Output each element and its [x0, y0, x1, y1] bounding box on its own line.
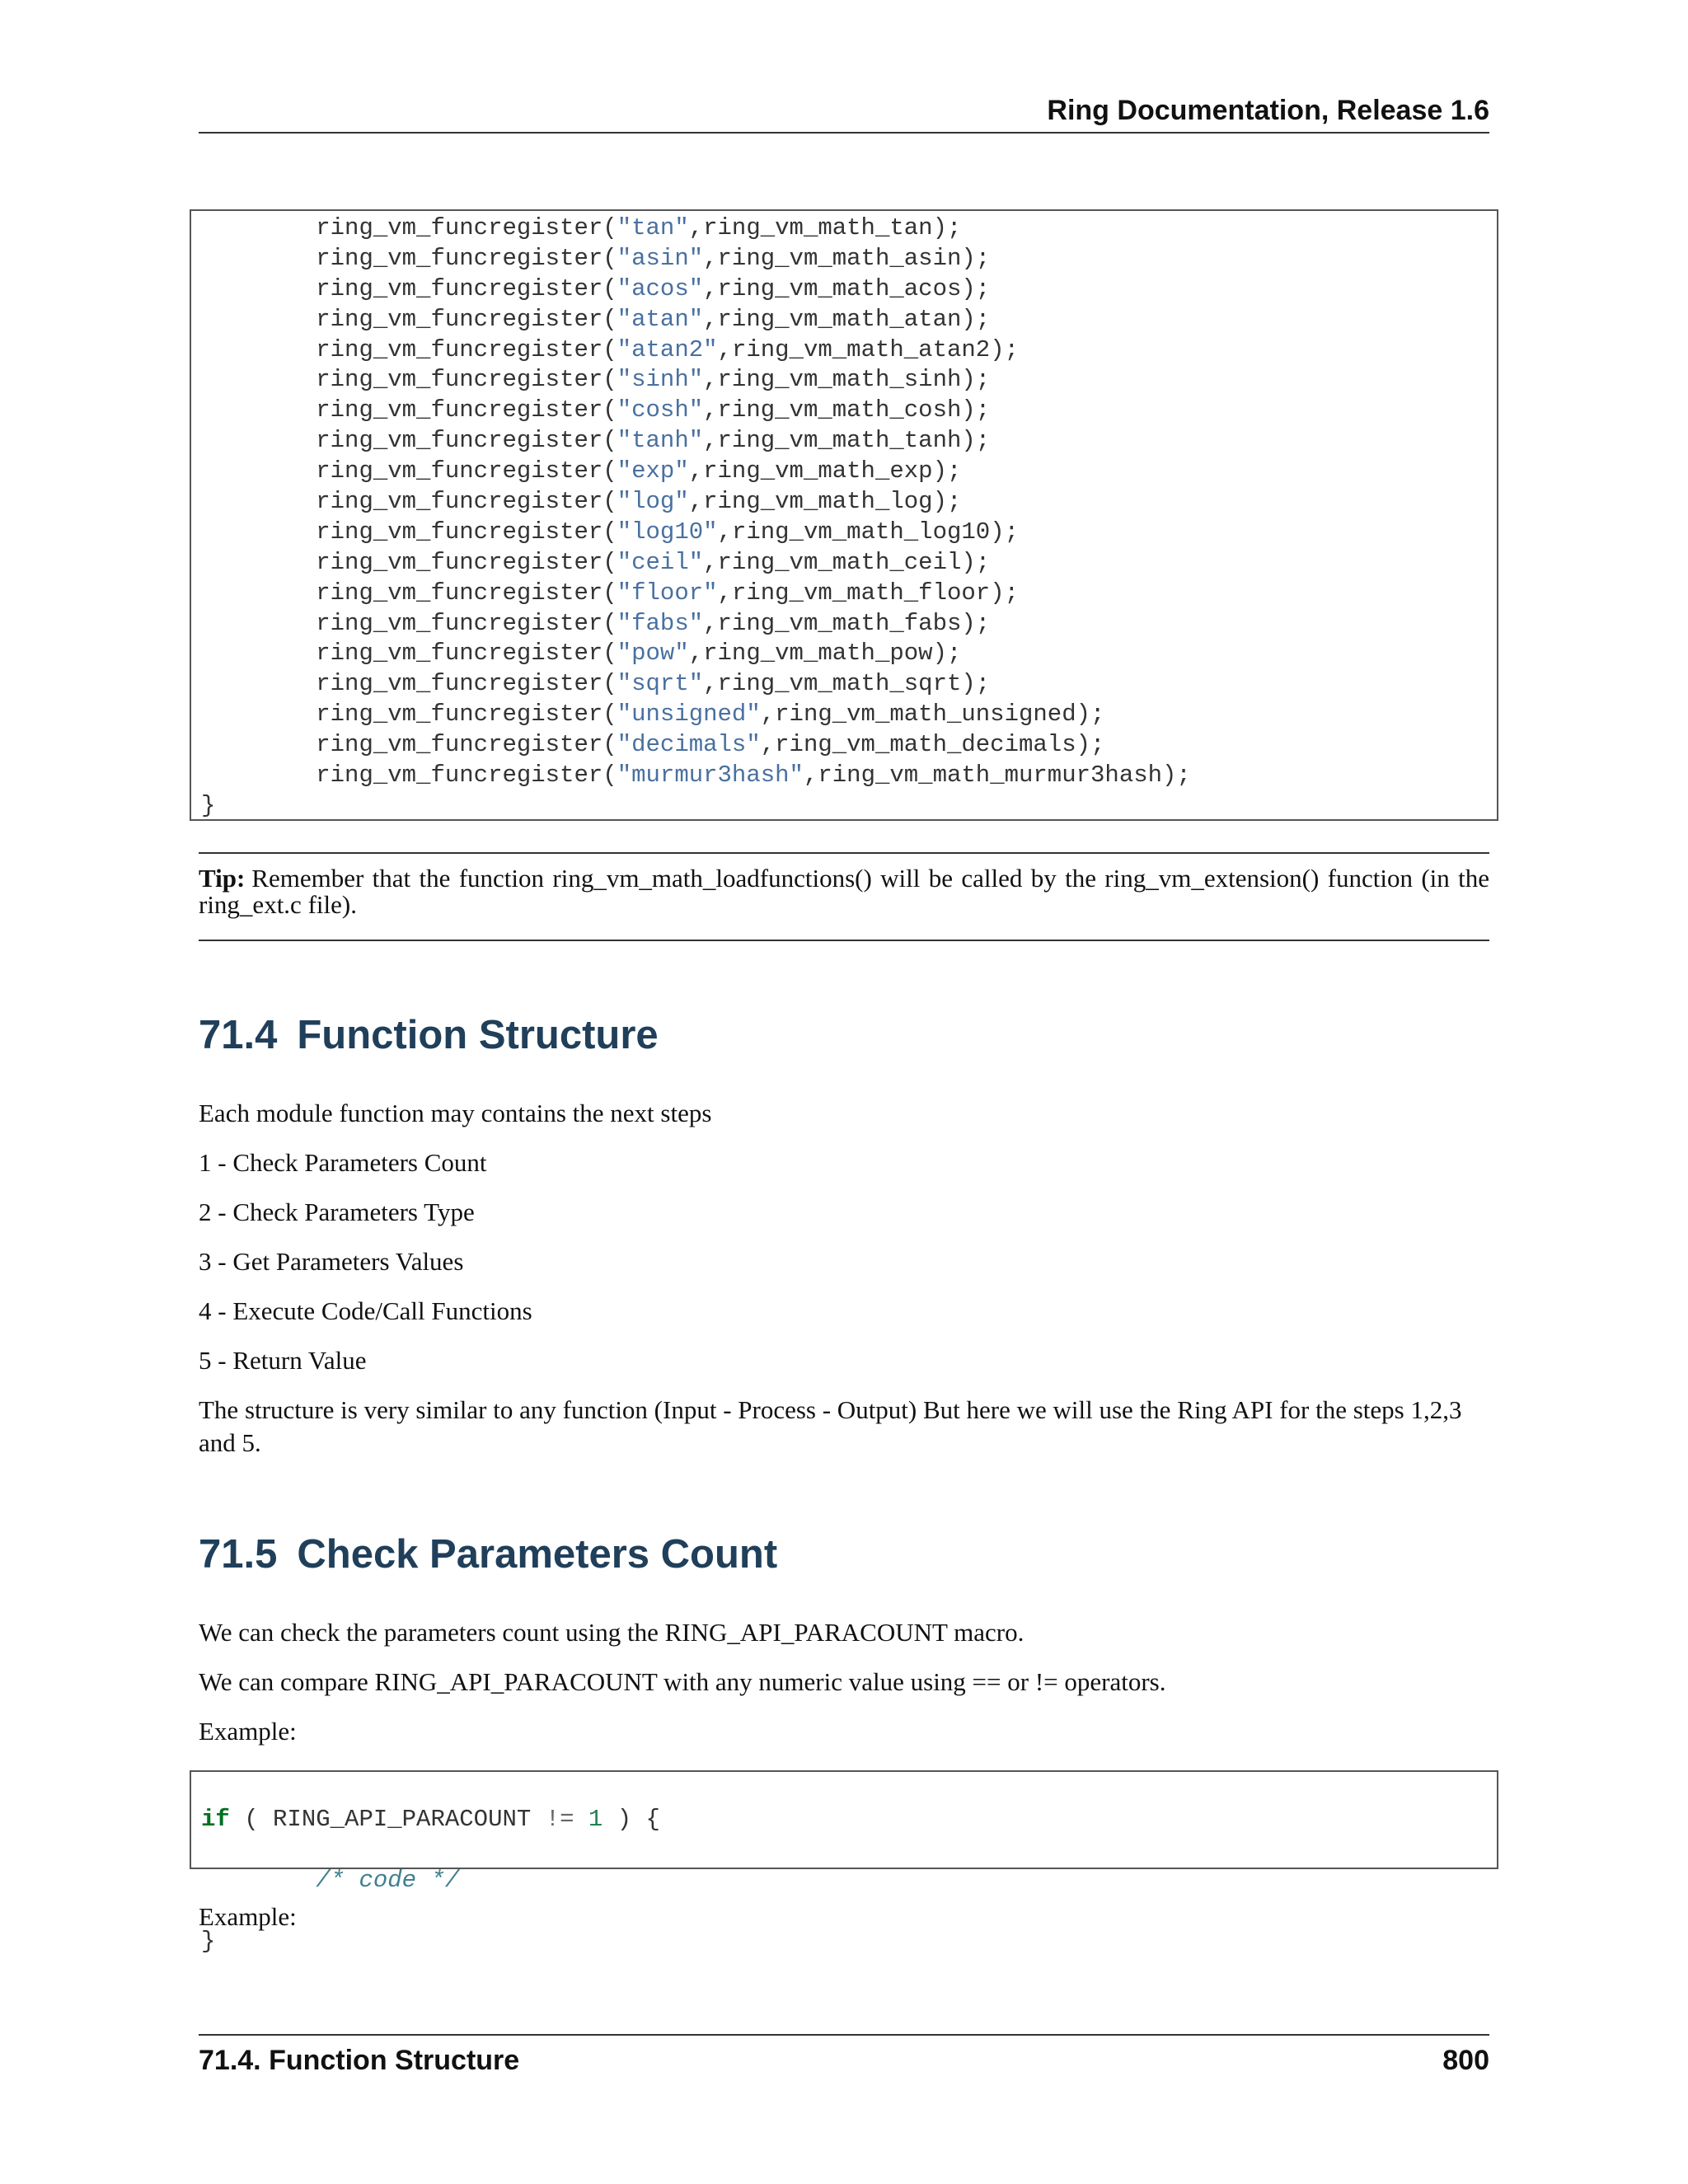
code-punct: ); — [961, 427, 991, 455]
code-indent — [201, 488, 316, 515]
code-line — [201, 730, 1497, 761]
code-line — [201, 213, 1497, 244]
code-indent — [201, 396, 316, 424]
code-punct: , — [703, 427, 718, 455]
code-line — [201, 639, 1497, 669]
code-punct: ); — [1162, 762, 1191, 790]
page-number: 800 — [1442, 2045, 1489, 2076]
code-func-call: ring_vm_funcregister( — [316, 731, 617, 759]
code-line — [201, 518, 1497, 548]
code-line — [201, 305, 1497, 335]
code-func-call: ring_vm_funcregister( — [316, 457, 617, 485]
code-func-name: ring_vm_math_murmur3hash — [818, 762, 1163, 790]
code-func-name: ring_vm_math_log — [703, 488, 933, 516]
section-title: Function Structure — [297, 1013, 659, 1057]
code-line — [201, 1866, 1497, 1896]
code-indent — [201, 579, 316, 607]
code-func-name: ring_vm_math_acos — [717, 274, 962, 302]
code-func-call: ring_vm_funcregister( — [316, 274, 617, 302]
code-punct: , — [688, 488, 704, 516]
code-func-name: ring_vm_math_pow — [703, 640, 933, 668]
code-token: ) { — [603, 1805, 660, 1833]
code-line — [201, 244, 1497, 274]
code-string: "decimals" — [617, 731, 761, 759]
code-func-call: ring_vm_funcregister( — [316, 670, 617, 698]
code-punct: , — [717, 518, 732, 546]
compare-paragraph: We can compare RING_API_PARACOUNT with any numeric value using == or != operators. — [199, 1667, 1166, 1696]
code-func-call: ring_vm_funcregister( — [316, 609, 617, 637]
code-string: "pow" — [617, 640, 689, 668]
code-punct: , — [703, 396, 718, 424]
section-number: 71.4 — [199, 1013, 278, 1057]
code-indent — [201, 306, 316, 333]
code-number: 1 — [588, 1805, 603, 1833]
code-line — [201, 761, 1497, 791]
code-func-name: ring_vm_math_atan2 — [731, 335, 991, 363]
code-func-call: ring_vm_funcregister( — [316, 518, 617, 546]
code-func-name: ring_vm_math_decimals — [775, 731, 1076, 759]
code-indent — [201, 670, 316, 697]
step-item: 2 - Check Parameters Type — [199, 1197, 475, 1226]
code-func-name: ring_vm_math_log10 — [731, 518, 991, 546]
code-func-name: ring_vm_math_ceil — [717, 548, 962, 576]
code-punct: ); — [961, 548, 991, 576]
section-title: Check Parameters Count — [297, 1532, 778, 1577]
code-string: "atan2" — [617, 335, 718, 363]
footer-section: 71.4. Function Structure — [199, 2045, 520, 2076]
code-line — [201, 457, 1497, 487]
code-punct: , — [688, 214, 704, 241]
tip-admonition — [199, 852, 1489, 941]
code-punct: ); — [932, 214, 962, 241]
page-footer — [199, 2034, 1489, 2083]
code-string: "log10" — [617, 518, 718, 546]
code-punct: , — [703, 609, 718, 637]
code-block-funcregister — [190, 209, 1498, 821]
code-punct: , — [803, 762, 818, 790]
code-keyword: if — [201, 1805, 230, 1833]
code-indent — [201, 610, 316, 637]
code-punct: ); — [932, 457, 962, 485]
code-punct: ); — [990, 335, 1020, 363]
code-string: "murmur3hash" — [617, 762, 804, 790]
code-func-name: ring_vm_math_tan — [703, 214, 933, 241]
step-item: 5 - Return Value — [199, 1346, 367, 1375]
code-func-call: ring_vm_funcregister( — [316, 305, 617, 333]
section-heading-71-4 — [199, 1010, 659, 1060]
code-string: "unsigned" — [617, 701, 761, 729]
code-func-call: ring_vm_funcregister( — [316, 214, 617, 241]
code-func-call: ring_vm_funcregister( — [316, 701, 617, 729]
code-func-call: ring_vm_funcregister( — [316, 548, 617, 576]
code-func-name: ring_vm_math_unsigned — [775, 701, 1076, 729]
code-punct: , — [717, 579, 732, 607]
code-punct: , — [703, 670, 718, 698]
code-line — [201, 669, 1497, 700]
page-header — [199, 92, 1489, 134]
code-line — [201, 487, 1497, 518]
code-operator: != — [545, 1805, 574, 1833]
code-string: "cosh" — [617, 396, 704, 424]
code-func-call: ring_vm_funcregister( — [316, 640, 617, 668]
code-string: "exp" — [617, 457, 689, 485]
code-func-name: ring_vm_math_atan — [717, 305, 962, 333]
step-item: 3 - Get Parameters Values — [199, 1247, 464, 1276]
code-func-name: ring_vm_math_sqrt — [717, 670, 962, 698]
code-punct: ); — [961, 244, 991, 272]
code-punct: ); — [961, 670, 991, 698]
code-func-call: ring_vm_funcregister( — [316, 366, 617, 394]
code-indent — [201, 640, 316, 667]
code-punct: , — [703, 305, 718, 333]
code-line — [201, 274, 1497, 305]
code-punct: , — [760, 701, 776, 729]
code-string: "asin" — [617, 244, 704, 272]
code-func-call: ring_vm_funcregister( — [316, 244, 617, 272]
code-line — [201, 335, 1497, 366]
code-func-name: ring_vm_math_fabs — [717, 609, 962, 637]
code-closing-brace: } — [201, 1927, 216, 1955]
code-closing-brace: } — [201, 791, 216, 819]
code-punct: , — [688, 640, 704, 668]
code-punct: , — [703, 274, 718, 302]
code-string: "acos" — [617, 274, 704, 302]
code-punct: ); — [961, 396, 991, 424]
section-number: 71.5 — [199, 1532, 278, 1577]
code-func-call: ring_vm_funcregister( — [316, 335, 617, 363]
code-punct: ); — [1076, 701, 1105, 729]
code-comment: /* code */ — [316, 1866, 460, 1894]
intro-paragraph: Each module function may contains the next steps — [199, 1099, 712, 1127]
code-string: "sqrt" — [617, 670, 704, 698]
code-punct: ); — [961, 366, 991, 394]
code-string: "atan" — [617, 305, 704, 333]
code-indent — [201, 549, 316, 576]
code-func-call: ring_vm_funcregister( — [316, 488, 617, 516]
code-line — [201, 396, 1497, 426]
code-punct: , — [703, 548, 718, 576]
code-punct: ); — [990, 518, 1020, 546]
code-token — [574, 1806, 588, 1833]
code-func-call: ring_vm_funcregister( — [316, 396, 617, 424]
code-indent — [201, 762, 316, 789]
code-indent — [201, 245, 316, 272]
code-punct: ); — [961, 274, 991, 302]
code-line — [201, 579, 1497, 609]
code-string: "tan" — [617, 214, 689, 241]
code-line — [201, 609, 1497, 640]
code-indent — [201, 214, 316, 241]
code-indent — [201, 518, 316, 546]
code-string: "fabs" — [617, 609, 704, 637]
example-label: Example: — [199, 1717, 297, 1746]
code-line — [201, 365, 1497, 396]
code-punct: ); — [932, 640, 962, 668]
code-string: "tanh" — [617, 427, 704, 455]
code-func-name: ring_vm_math_floor — [731, 579, 991, 607]
code-punct: , — [703, 244, 718, 272]
section-heading-71-5 — [199, 1530, 777, 1579]
code-func-name: ring_vm_math_asin — [717, 244, 962, 272]
code-line — [201, 548, 1497, 579]
code-indent — [201, 336, 316, 363]
code-punct: , — [688, 457, 704, 485]
code-func-call: ring_vm_funcregister( — [316, 579, 617, 607]
code-string: "sinh" — [617, 366, 704, 394]
code-indent — [201, 457, 316, 485]
example-label: Example: — [199, 1902, 297, 1931]
code-line — [201, 700, 1497, 730]
code-punct: , — [703, 366, 718, 394]
code-func-call: ring_vm_funcregister( — [316, 427, 617, 455]
tip-label: Tip: — [199, 864, 246, 893]
code-func-name: ring_vm_math_exp — [703, 457, 933, 485]
code-line — [201, 1805, 1497, 1835]
code-indent — [201, 366, 316, 393]
code-punct: ); — [961, 609, 991, 637]
code-func-name: ring_vm_math_tanh — [717, 427, 962, 455]
code-indent — [201, 427, 316, 454]
code-string: "floor" — [617, 579, 718, 607]
doc-title: Ring Documentation, Release 1.6 — [1047, 95, 1489, 126]
code-indent — [201, 701, 316, 728]
code-func-name: ring_vm_math_sinh — [717, 366, 962, 394]
code-indent — [201, 1867, 316, 1894]
step-item: 4 - Execute Code/Call Functions — [199, 1296, 532, 1325]
code-string: "ceil" — [617, 548, 704, 576]
code-string: "log" — [617, 488, 689, 516]
tip-text: Remember that the function ring_vm_math_loadfunctions() will be called by the ring_vm_extension() function (in the ring_ext.c file). — [199, 864, 1489, 919]
code-punct: ); — [1076, 731, 1105, 759]
paracount-paragraph: We can check the parameters count using the RING_API_PARACOUNT macro. — [199, 1618, 1025, 1647]
step-item: 1 - Check Parameters Count — [199, 1148, 487, 1177]
code-punct: ); — [990, 579, 1020, 607]
code-punct: , — [760, 731, 776, 759]
code-punct: ); — [932, 488, 962, 516]
code-indent — [201, 275, 316, 302]
code-punct: , — [717, 335, 732, 363]
code-func-name: ring_vm_math_cosh — [717, 396, 962, 424]
code-indent — [201, 731, 316, 758]
summary-paragraph: The structure is very similar to any function (Input - Process - Output) But here we will use the Ring API for the steps 1,2,3 and 5. — [199, 1395, 1462, 1457]
code-line — [201, 426, 1497, 457]
code-func-call: ring_vm_funcregister( — [316, 762, 617, 790]
code-punct: ); — [961, 305, 991, 333]
code-token: ( RING_API_PARACOUNT — [229, 1805, 546, 1833]
